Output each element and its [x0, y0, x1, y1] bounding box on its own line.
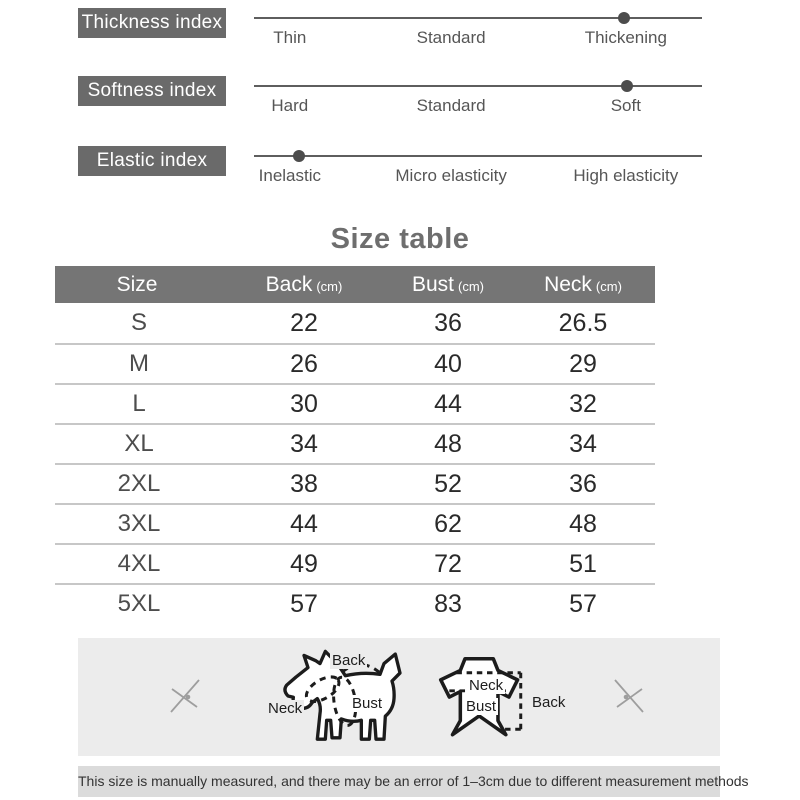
size-table-body: [55, 303, 655, 623]
size-row-m: [55, 343, 655, 383]
softness-index-badge: Softness index: [78, 76, 226, 106]
decorative-cross-mark-left: [166, 674, 206, 718]
garment-neck-label: Neck: [469, 677, 504, 694]
value-cell: 44: [434, 389, 462, 418]
column-header-back: [223, 266, 385, 305]
column-unit: (cm): [316, 279, 343, 294]
value-cell: 36: [434, 308, 462, 337]
slider-track: [254, 85, 702, 87]
softness-index-slider: [254, 69, 702, 133]
value-cell: 44: [290, 509, 318, 538]
slider-tick-label: Soft: [610, 96, 641, 115]
size-cell: 5XL: [117, 590, 161, 617]
slider-tick-label: Standard: [416, 28, 486, 47]
value-cell: 83: [434, 589, 462, 618]
size-table-title: Size table: [330, 223, 470, 255]
column-unit: (cm): [595, 279, 622, 294]
slider-value-dot: [293, 150, 305, 162]
size-row-4xl: [55, 543, 655, 583]
slider-tick-label: Hard: [271, 96, 309, 115]
size-cell: 4XL: [117, 550, 161, 577]
column-header-size: [55, 266, 223, 305]
column-header-bust: [385, 266, 511, 305]
dog-bust-label: Bust: [352, 695, 383, 712]
garment-bust-label: Bust: [466, 698, 497, 715]
column-label: Bust: [411, 273, 455, 296]
slider-track: [254, 17, 702, 19]
value-cell: 30: [290, 389, 318, 418]
decorative-cross-mark-right: [608, 674, 648, 718]
value-cell: 38: [290, 469, 318, 498]
thickness-index-badge: Thickness index: [78, 8, 226, 38]
size-row-s: [55, 303, 655, 343]
value-cell: 57: [569, 589, 597, 618]
slider-tick-label: Inelastic: [258, 166, 322, 185]
slider-tick-label: Thickening: [584, 28, 667, 47]
size-cell: S: [130, 309, 147, 336]
index-row-thickness-index: [78, 1, 722, 65]
size-table-header: [55, 266, 655, 303]
value-cell: 72: [434, 549, 462, 578]
value-cell: 49: [290, 549, 318, 578]
index-sliders-section: [0, 0, 800, 210]
column-unit: (cm): [458, 279, 485, 294]
slider-value-dot: [618, 12, 630, 24]
size-row-5xl: [55, 583, 655, 623]
column-label: Neck: [544, 273, 592, 296]
value-cell: 34: [569, 429, 597, 458]
value-cell: 29: [569, 349, 597, 378]
value-cell: 32: [569, 389, 597, 418]
size-row-xl: [55, 423, 655, 463]
slider-tick-label: Standard: [416, 96, 486, 115]
value-cell: 52: [434, 469, 462, 498]
measurement-diagram-panel: [78, 638, 720, 756]
index-row-elastic-index: [78, 139, 722, 203]
value-cell: 57: [290, 589, 318, 618]
size-cell: M: [129, 350, 149, 377]
value-cell: 48: [569, 509, 597, 538]
column-label: Size: [116, 273, 158, 296]
slider-tick-label: Thin: [273, 28, 307, 47]
dog-neck-label: Neck: [268, 700, 303, 717]
value-cell: 48: [434, 429, 462, 458]
slider-track: [254, 155, 702, 157]
elastic-index-slider: [254, 139, 702, 203]
column-header-neck: [511, 266, 655, 305]
value-cell: 26: [290, 349, 318, 378]
size-row-2xl: [55, 463, 655, 503]
size-cell: L: [132, 390, 146, 417]
value-cell: 40: [434, 349, 462, 378]
size-table: [55, 266, 655, 623]
size-cell: 2XL: [117, 470, 161, 497]
column-label: Back: [265, 273, 313, 296]
value-cell: 62: [434, 509, 462, 538]
value-cell: 51: [569, 549, 597, 578]
value-cell: 34: [290, 429, 318, 458]
garment-back-label: Back: [532, 694, 566, 711]
size-cell: XL: [124, 430, 154, 457]
value-cell: 36: [569, 469, 597, 498]
dog-back-label: Back: [332, 652, 366, 669]
value-cell: 26.5: [558, 308, 608, 337]
index-row-softness-index: [78, 69, 722, 133]
elastic-index-badge: Elastic index: [78, 146, 226, 176]
thickness-index-slider: [254, 1, 702, 65]
slider-tick-label: High elasticity: [573, 166, 679, 185]
size-row-3xl: [55, 503, 655, 543]
size-cell: 3XL: [117, 510, 161, 537]
measurement-note-bar: This size is manually measured, and there may be an error of 1–3cm due to different measurement methods: [78, 766, 720, 797]
size-row-l: [55, 383, 655, 423]
slider-tick-label: Micro elasticity: [395, 166, 507, 185]
slider-value-dot: [621, 80, 633, 92]
value-cell: 22: [290, 308, 318, 337]
